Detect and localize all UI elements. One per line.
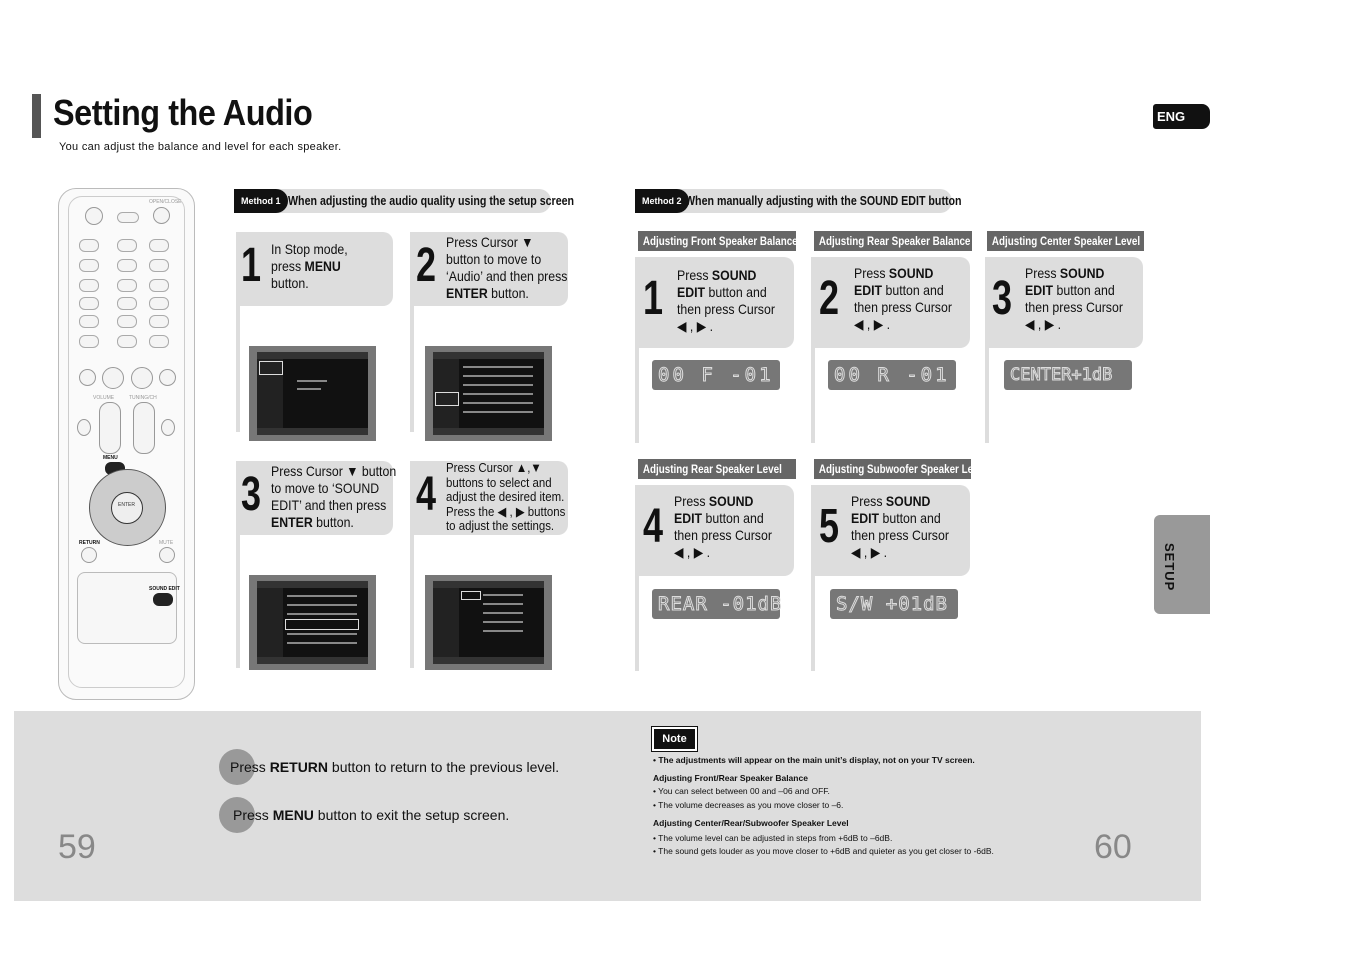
step-number: 3 xyxy=(992,272,1013,325)
step4-line3: adjust the desired item. xyxy=(446,489,565,504)
tv-screen-display xyxy=(257,581,368,664)
panel3-line4: ◀ , ▶ . xyxy=(1025,316,1062,332)
tv-bottom-bar xyxy=(433,428,544,435)
button-and-text: button and xyxy=(879,510,941,526)
step2-line2: button to move to xyxy=(446,251,542,267)
return-pre: Press xyxy=(230,759,270,775)
panel5-text xyxy=(851,493,949,561)
tv-highlight xyxy=(435,392,459,406)
sound-word: SOUND xyxy=(885,493,931,509)
step2-line1: Press Cursor ▼ xyxy=(446,234,534,250)
tv-slider-line xyxy=(483,621,523,623)
panel2-line3: then press Cursor xyxy=(854,299,952,315)
step1-line3: button. xyxy=(271,275,309,291)
step4-line4: Press the ◀ , ▶ buttons xyxy=(446,503,566,519)
lcd-center-level xyxy=(1004,360,1132,390)
method1-step-1 xyxy=(236,232,393,306)
button-and-text: button and xyxy=(882,282,944,298)
tv-top-bar xyxy=(257,352,368,359)
lcd-subwoofer-level xyxy=(830,589,958,619)
step4-line2: buttons to select and xyxy=(446,474,552,490)
tv-bottom-bar xyxy=(257,428,368,435)
button-and-text: button and xyxy=(705,284,767,300)
tv-highlight xyxy=(285,619,359,630)
tv-text-line xyxy=(297,388,321,390)
tv-text-line xyxy=(463,393,533,395)
edit-word: EDIT xyxy=(677,284,706,300)
edit-word: EDIT xyxy=(674,510,703,526)
num-8-button xyxy=(117,315,137,328)
step-number: 5 xyxy=(819,500,840,553)
method1-heading: When adjusting the audio quality using the setup screen xyxy=(288,193,575,208)
step-number: 2 xyxy=(416,239,437,292)
panel3-text xyxy=(1025,265,1123,333)
step4-line5: to adjust the settings. xyxy=(446,518,555,533)
lcd-front-balance xyxy=(652,360,780,390)
lcd-text: 00 F -01 xyxy=(658,364,774,386)
method2-badge: Method 2 xyxy=(635,189,689,213)
tv-text-line xyxy=(463,366,533,368)
step-number: 1 xyxy=(643,272,664,325)
tv-text-line xyxy=(463,375,533,377)
step4-line1: Press Cursor ▲,▼ xyxy=(446,460,542,475)
tv-screen-sound-edit-levels xyxy=(425,575,552,670)
tv-screen-display xyxy=(257,352,368,435)
tv-text-line xyxy=(297,380,327,382)
sound-word: SOUND xyxy=(1059,265,1105,281)
press-word: Press xyxy=(674,493,709,509)
tv-side-menu xyxy=(433,588,459,657)
panel2-text xyxy=(854,265,952,333)
step2-text xyxy=(446,234,567,302)
return-key-label: RETURN xyxy=(79,540,100,546)
enter-key-label: ENTER xyxy=(118,502,135,508)
method1-badge: Method 1 xyxy=(234,189,288,213)
lcd-text: REAR -01dB xyxy=(658,593,783,615)
num-9-button xyxy=(149,315,169,328)
tv-text-line xyxy=(463,384,533,386)
function-keys-panel xyxy=(77,572,177,644)
remain-button xyxy=(79,335,99,348)
panel5-header xyxy=(814,459,987,479)
left-side-icon xyxy=(77,419,91,436)
panel4-line2 xyxy=(674,510,772,527)
lcd-rear-balance xyxy=(828,360,956,390)
method2-step-1 xyxy=(635,257,794,348)
note-badge: Note xyxy=(652,727,697,751)
sound-edit-key-highlight xyxy=(153,593,173,606)
num-4-button xyxy=(79,297,99,310)
tv-top-bar xyxy=(433,352,544,359)
step3-line1: Press Cursor ▼ button xyxy=(271,463,397,479)
lcd-rear-level xyxy=(652,589,783,619)
panel3-line1 xyxy=(1025,265,1123,282)
panel3-line2 xyxy=(1025,282,1123,299)
tv-text-line xyxy=(463,402,533,404)
step1-line1: In Stop mode, xyxy=(271,241,348,257)
return-icon xyxy=(81,547,97,563)
sound-word: SOUND xyxy=(888,265,934,281)
tv-side-menu xyxy=(257,588,283,657)
note-lead: • The adjustments will appear on the main unit’s display, not on your TV screen. xyxy=(653,755,975,765)
sound-word: SOUND xyxy=(708,493,754,509)
panel4-header xyxy=(638,459,796,479)
press-word: Press xyxy=(851,493,886,509)
tuning-label: TUNING/CH xyxy=(129,395,157,401)
edit-word: EDIT xyxy=(854,282,883,298)
setup-tab-label: SETUP xyxy=(1162,543,1177,592)
title-accent-bar xyxy=(32,94,41,138)
menu-key-label: MENU xyxy=(103,455,118,461)
volume-label: VOLUME xyxy=(93,395,115,401)
button-and-text: button and xyxy=(1053,282,1115,298)
tv-slider-line xyxy=(483,603,523,605)
sound-word: SOUND xyxy=(711,267,757,283)
tv-screen-display xyxy=(433,581,544,664)
return-key: RETURN xyxy=(269,759,329,775)
method2-heading: When manually adjusting with the SOUND EDIT button xyxy=(685,193,962,208)
page-number-left: 59 xyxy=(58,828,96,866)
step2-line3: ‘Audio’ and then press xyxy=(446,268,568,284)
panel1-line3: then press Cursor xyxy=(677,301,775,317)
step-number: 4 xyxy=(643,500,664,553)
panel5-line1 xyxy=(851,493,949,510)
panel2-line2 xyxy=(854,282,952,299)
step1-text xyxy=(271,241,348,292)
method1-step-3 xyxy=(236,461,397,535)
tv-top-bar xyxy=(257,581,368,588)
method2-step-4 xyxy=(635,485,794,576)
tv-text-line xyxy=(287,642,357,644)
step4-text xyxy=(446,461,565,534)
skip-back-icon xyxy=(79,369,96,386)
tv-video-switch xyxy=(117,212,139,223)
return-post: button to return to the previous level. xyxy=(328,759,560,775)
cancel-button xyxy=(149,335,169,348)
edit-word: EDIT xyxy=(851,510,880,526)
menu-post: button to exit the setup screen. xyxy=(313,807,510,823)
tv-bottom-bar xyxy=(257,657,368,664)
edit-word: EDIT xyxy=(1025,282,1054,298)
tv-highlight xyxy=(259,361,283,375)
method2-step-5 xyxy=(811,485,970,576)
tv-bottom-bar xyxy=(433,657,544,664)
sound-edit-key-label: SOUND EDIT xyxy=(149,586,180,592)
lcd-text: CENTER+1dB xyxy=(1010,365,1113,385)
panel1-label: Adjusting Front Speaker Balance xyxy=(642,234,798,248)
panel3-label: Adjusting Center Speaker Level xyxy=(991,234,1141,248)
stop-icon xyxy=(102,367,124,389)
tv-video-button xyxy=(149,239,169,252)
tuner-button xyxy=(117,259,137,272)
note-section1-title: Adjusting Front/Rear Speaker Balance xyxy=(653,773,808,783)
tv-screen-sound-edit-select xyxy=(249,575,376,670)
press-word: Press xyxy=(677,267,712,283)
panel1-line4: ◀ , ▶ . xyxy=(677,318,714,334)
tv-text-line xyxy=(287,604,357,606)
step2-line4: ENTER button. xyxy=(446,285,529,301)
step3-line3: EDIT’ and then press xyxy=(271,497,387,513)
panel1-text xyxy=(677,267,775,335)
enter-button-icon xyxy=(111,492,143,524)
num-7-button xyxy=(79,315,99,328)
mode-button xyxy=(117,239,137,252)
tv-slider-line xyxy=(483,612,523,614)
panel5-label: Adjusting Subwoofer Speaker Level xyxy=(818,462,987,476)
tuning-rocker xyxy=(133,402,155,454)
setup-side-tab xyxy=(1154,515,1210,614)
panel2-line4: ◀ , ▶ . xyxy=(854,316,891,332)
step3-text xyxy=(271,463,396,531)
mute-icon xyxy=(159,547,175,563)
panel2-header xyxy=(814,231,972,251)
panel5-line3: then press Cursor xyxy=(851,527,949,543)
footer-band xyxy=(14,711,1201,901)
language-badge: ENG xyxy=(1153,104,1210,129)
page-title: Setting the Audio xyxy=(53,92,313,133)
tv-text-line xyxy=(463,411,533,413)
open-close-label: OPEN/CLOSE xyxy=(149,199,182,205)
menu-key: MENU xyxy=(272,807,314,823)
panel3-header xyxy=(987,231,1144,251)
step-number: 2 xyxy=(819,272,840,325)
tv-slider-line xyxy=(483,594,523,596)
power-icon xyxy=(85,207,103,225)
button-and-text: button and xyxy=(702,510,764,526)
step-number: 4 xyxy=(416,468,437,521)
disc-skip-button xyxy=(79,239,99,252)
page-subtitle: You can adjust the balance and level for each speaker. xyxy=(59,141,342,153)
tv-text-line xyxy=(287,595,357,597)
tv-screen-audio-menu xyxy=(425,346,552,441)
note-section2-item1: • The volume level can be adjusted in steps from +6dB to –6dB. xyxy=(653,833,893,843)
step1-line2: press MENU xyxy=(271,258,341,274)
method2-step-3 xyxy=(985,257,1143,348)
step-number: 1 xyxy=(241,239,262,292)
method1-header xyxy=(234,189,575,213)
method1-step-4 xyxy=(410,461,568,535)
panel1-line1 xyxy=(677,267,775,284)
skip-forward-icon xyxy=(159,369,176,386)
lcd-text: 00 R -01 xyxy=(834,364,950,386)
panel4-line4: ◀ , ▶ . xyxy=(674,544,711,560)
num-1-button xyxy=(79,279,99,292)
method1-step-2 xyxy=(410,232,568,306)
lcd-text: S/W +01dB xyxy=(836,593,948,615)
eject-icon xyxy=(153,207,170,224)
panel5-line4: ◀ , ▶ . xyxy=(851,544,888,560)
panel1-line2 xyxy=(677,284,775,301)
note-section1-item2: • The volume decreases as you move closer to –6. xyxy=(653,800,844,810)
panel2-label: Adjusting Rear Speaker Balance xyxy=(818,234,971,248)
panel4-text xyxy=(674,493,772,561)
num-2-button xyxy=(117,279,137,292)
tv-text-line xyxy=(287,633,357,635)
tv-highlight xyxy=(461,591,481,600)
method2-step-2 xyxy=(811,257,970,348)
play-pause-icon xyxy=(131,367,153,389)
tv-screen-disc-menu xyxy=(249,346,376,441)
tv-screen-display xyxy=(433,352,544,435)
aux-button xyxy=(149,259,169,272)
mute-label: MUTE xyxy=(159,540,174,546)
num-6-button xyxy=(149,297,169,310)
return-instruction xyxy=(230,759,559,775)
step3-line2: to move to ‘SOUND xyxy=(271,480,380,496)
note-section2-item2: • The sound gets louder as you move closer to +6dB and quieter as you get closer to -6dB. xyxy=(653,846,994,856)
panel1-header xyxy=(638,231,796,251)
tv-text-line xyxy=(287,613,357,615)
panel3-line3: then press Cursor xyxy=(1025,299,1123,315)
menu-pre: Press xyxy=(233,807,273,823)
volume-rocker xyxy=(99,402,121,454)
note-section1-item1: • You can select between 00 and –06 and OFF. xyxy=(653,786,830,796)
dvd-button xyxy=(79,259,99,272)
tv-top-bar xyxy=(433,581,544,588)
right-side-icon xyxy=(161,419,175,436)
remote-body xyxy=(68,196,185,688)
num-0-button xyxy=(117,335,137,348)
panel2-line1 xyxy=(854,265,952,282)
method2-header xyxy=(635,189,962,213)
panel4-line3: then press Cursor xyxy=(674,527,772,543)
step3-line4: ENTER button. xyxy=(271,514,354,530)
press-word: Press xyxy=(1025,265,1060,281)
page-number-right: 60 xyxy=(1094,828,1132,866)
num-3-button xyxy=(149,279,169,292)
num-5-button xyxy=(117,297,137,310)
step-number: 3 xyxy=(241,468,262,521)
note-section2-title: Adjusting Center/Rear/Subwoofer Speaker Level xyxy=(653,818,849,828)
press-word: Press xyxy=(854,265,889,281)
panel4-line1 xyxy=(674,493,772,510)
tv-slider-line xyxy=(483,630,523,632)
menu-instruction xyxy=(233,807,509,823)
panel4-label: Adjusting Rear Speaker Level xyxy=(642,462,782,476)
panel5-line2 xyxy=(851,510,949,527)
